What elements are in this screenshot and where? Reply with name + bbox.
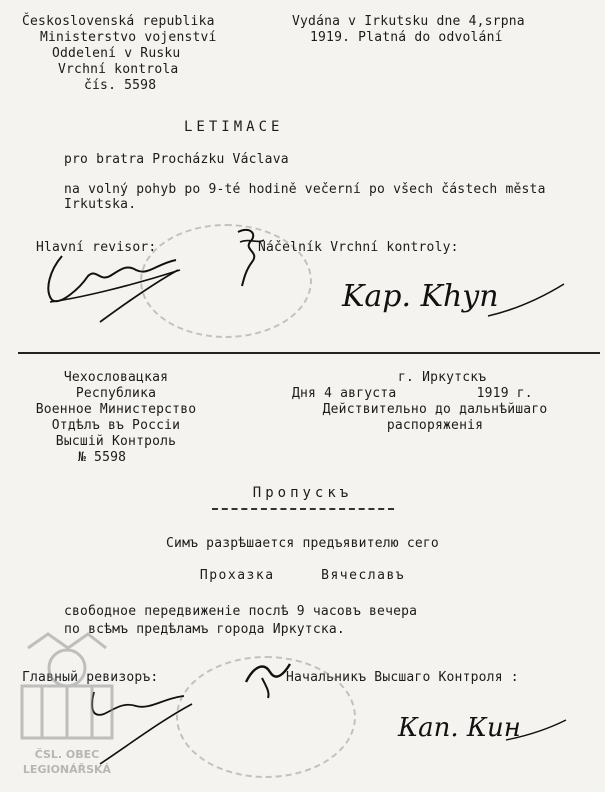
cz-header-line: Vrchní kontrola [58,62,179,77]
ru-body-line: свободное передвиженіе послѣ 9 часовъ вечера [64,604,418,619]
cz-sig-right-label: Náčelník Vrchní kontroly: [258,240,459,255]
cz-validity: 1919. Platná do odvolání [310,30,503,45]
cz-header-line: Oddelení v Rusku [52,46,181,61]
watermark-line2: LEGIONÁŘSKÁ [22,763,112,776]
ru-holder-name: Прохазка Вячеславъ [199,568,406,583]
ru-sig-left-label: Главный ревизоръ: [22,670,159,685]
cz-header-line: Ministerstvo vojenství [40,30,217,45]
ru-signature-text: Кап. Кин [398,713,521,743]
cz-header-line: Československá republika [22,14,215,29]
ru-header-line: Республика [75,386,157,401]
watermark-line1: ČSL. OBEC [34,748,100,761]
ru-city: г. Иркутскъ [398,370,487,385]
cz-document-title: LETIMACE [184,119,284,135]
ru-header-line: Военное Министерство [35,402,197,417]
cz-body-line: na volný pohyb po 9-té hodině večerní po všech částech města [64,182,546,197]
ru-document-title: Пропускъ [252,485,353,501]
cz-chief-signature [338,262,578,342]
legion-association-watermark [8,628,126,778]
ru-validity: распоряженія [386,418,484,433]
ru-title-underline [212,508,394,510]
cz-recipient: pro bratra Procházku Václava [64,152,289,167]
cz-chief-auditor-signature [40,236,190,326]
ru-permit-text: Симъ разрѣшается предъявителю сего [166,536,439,551]
ru-validity: Действительно до дальнѣйшаго [322,402,548,417]
cz-header-number: čís. 5598 [84,78,157,93]
cz-body-line: Irkutska. [64,197,137,212]
cz-signature-text: Kap. Khyn [342,279,499,314]
cz-issue-date: Vydána v Irkutsku dne 4,srpna [292,14,525,29]
ru-header-number: № 5598 [78,450,127,465]
ru-initials-signature [240,652,300,702]
ru-header-line: Отдѣлъ въ Россіи [51,418,181,433]
ru-body-line: по всѣмъ предѣламъ города Иркутска. [64,622,345,637]
ru-chief-signature [396,700,576,760]
ru-header-line: Чехословацкая [63,370,169,385]
ru-sig-right-label: Начальникъ Высшаго Контроля : [286,670,519,685]
cz-initials-signature [230,222,270,292]
section-divider [18,352,600,354]
cz-sig-left-label: Hlavní revisor: [36,240,157,255]
ru-issue-date: Дня 4 августа 1919 г. [292,386,533,401]
ru-header-line: Высшій Контроль [55,434,177,449]
